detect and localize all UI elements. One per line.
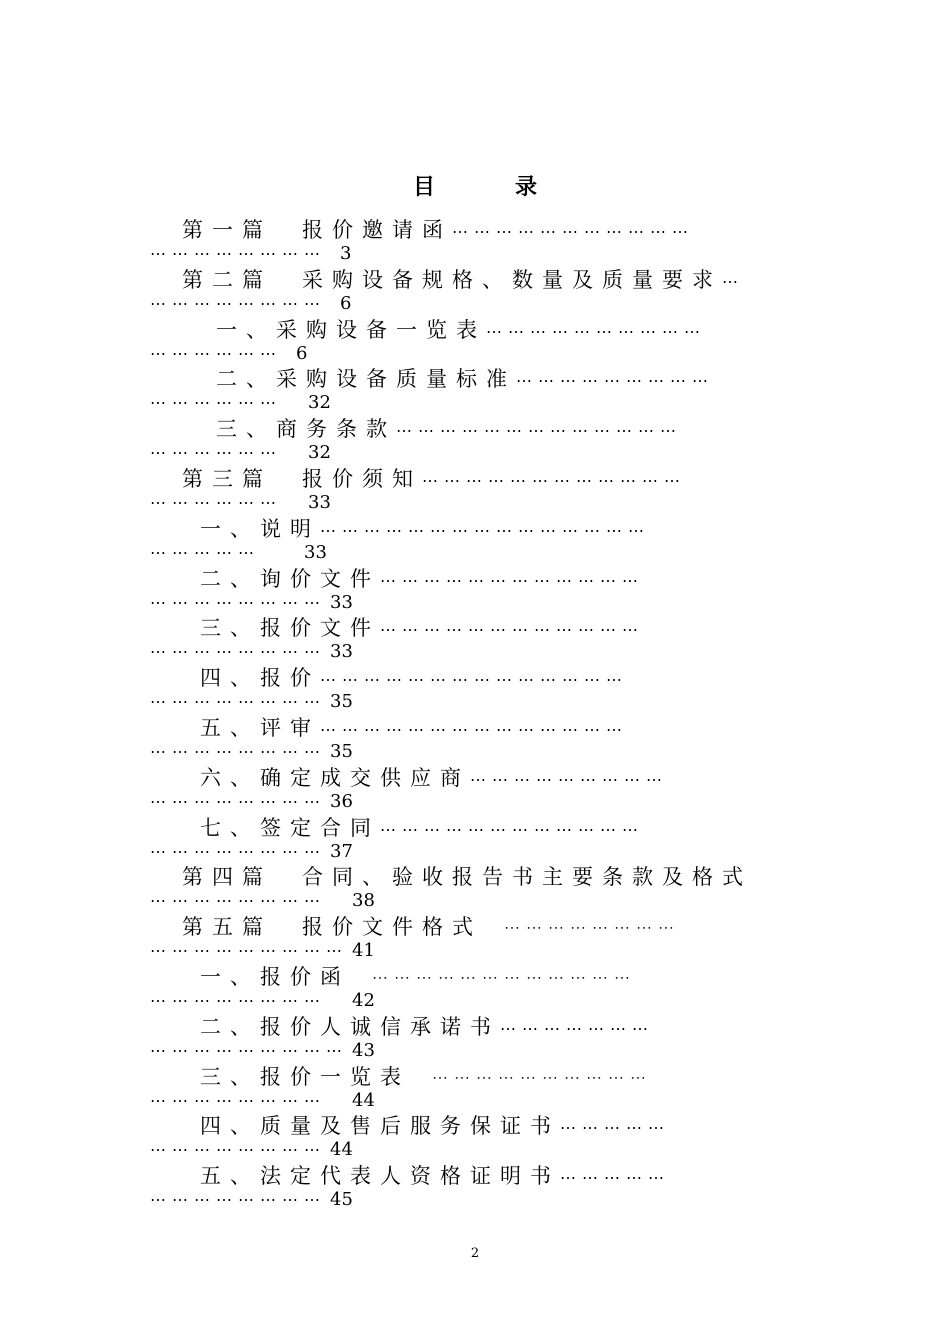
- toc-entry[interactable]: [150, 863, 870, 913]
- toc-leader-dots: ⋯⋯⋯⋯⋯⋯⋯⋯⋯⋯⋯⋯⋯: [396, 421, 682, 441]
- toc-entry[interactable]: [150, 266, 870, 316]
- toc-entry[interactable]: [150, 1063, 870, 1113]
- toc-entry[interactable]: [150, 1162, 870, 1212]
- toc-leader-dots: ⋯⋯⋯⋯⋯⋯⋯⋯: [150, 293, 326, 313]
- toc-entry-label: 第四篇 合同、验收报告书主要条款及格式: [182, 865, 752, 890]
- toc-leader-dots: ⋯⋯⋯⋯⋯⋯⋯⋯⋯: [150, 1040, 348, 1060]
- toc-page-number: 42: [352, 989, 375, 1011]
- toc-page-number: 44: [352, 1089, 375, 1111]
- toc-page-number: 37: [330, 840, 353, 862]
- toc-leader-dots: ⋯⋯⋯⋯⋯⋯⋯⋯⋯⋯⋯⋯⋯⋯: [320, 719, 628, 739]
- toc-leader-dots: ⋯⋯⋯⋯⋯⋯: [150, 393, 282, 413]
- toc-leader-dots: ⋯⋯⋯⋯⋯⋯⋯⋯⋯⋯⋯⋯: [380, 620, 644, 640]
- toc-leader-dots: ⋯⋯⋯⋯⋯⋯⋯⋯⋯⋯⋯⋯: [380, 819, 644, 839]
- toc-entry-label: 二、报价人诚信承诺书: [200, 1014, 500, 1039]
- toc-leader-dots: ⋯⋯⋯⋯⋯⋯⋯⋯: [150, 841, 326, 861]
- toc-entry-label: 第三篇 报价须知: [182, 466, 422, 491]
- toc-leader-dots: ⋯⋯⋯⋯⋯⋯⋯⋯⋯⋯⋯⋯: [380, 570, 644, 590]
- toc-entry[interactable]: [150, 216, 870, 266]
- toc-entry[interactable]: [150, 1112, 870, 1162]
- toc-entry-label: 一、说明: [200, 516, 320, 541]
- toc-entry-label: 三、商务条款: [216, 417, 396, 442]
- toc-page-number: 3: [340, 243, 352, 264]
- toc-entry-label: 四、报价: [200, 666, 320, 691]
- toc-leader-dots: ⋯⋯⋯⋯⋯⋯⋯⋯: [150, 1140, 326, 1160]
- toc-entry-label: 一、报价函: [200, 964, 350, 989]
- toc-leader-dots: ⋯⋯⋯⋯⋯⋯⋯⋯: [150, 791, 326, 811]
- toc-leader-dots: ⋯⋯⋯⋯⋯⋯⋯⋯: [150, 692, 326, 712]
- toc-page-number: 6: [296, 342, 308, 364]
- toc-page-number: 6: [340, 292, 352, 314]
- page-title: [0, 170, 950, 201]
- toc-leader-dots: ⋯⋯⋯⋯⋯⋯⋯⋯: [150, 1090, 326, 1110]
- toc-leader-dots: ⋯⋯⋯⋯⋯⋯⋯⋯⋯⋯⋯⋯: [350, 968, 637, 988]
- toc-leader-dots: ⋯⋯⋯⋯⋯⋯⋯⋯: [150, 990, 326, 1010]
- toc-page-number: 38: [352, 890, 375, 912]
- toc-page-number: 43: [352, 1039, 375, 1061]
- toc-entry[interactable]: [150, 764, 870, 814]
- toc-entry-label: 二、询价文件: [200, 566, 380, 591]
- toc-entry[interactable]: [150, 963, 870, 1013]
- toc-entry[interactable]: [150, 714, 870, 764]
- toc-leader-dots: ⋯⋯⋯⋯⋯⋯⋯⋯⋯: [150, 941, 348, 961]
- toc-entry-label: 第二篇 采购设备规格、数量及质量要求: [182, 267, 722, 292]
- toc-leader-dots: ⋯⋯⋯⋯⋯: [560, 1118, 670, 1138]
- toc-leader-dots: ⋯⋯⋯⋯⋯⋯⋯⋯⋯⋯⋯⋯⋯⋯⋯: [320, 520, 650, 540]
- toc-entry[interactable]: [150, 913, 870, 963]
- toc-entry[interactable]: [150, 664, 870, 714]
- toc-entry-label: 七、签定合同: [200, 815, 380, 840]
- toc-leader-dots: ⋯⋯⋯⋯⋯⋯: [150, 492, 282, 512]
- toc-entry[interactable]: [150, 316, 870, 366]
- toc-page-number: 44: [330, 1139, 353, 1161]
- toc-entry[interactable]: [150, 814, 870, 864]
- toc-leader-dots: ⋯⋯⋯⋯⋯⋯⋯: [500, 1018, 654, 1038]
- toc-leader-dots: ⋯⋯⋯⋯⋯⋯⋯⋯⋯: [516, 371, 714, 391]
- toc-entry-label: 五、法定代表人资格证明书: [200, 1164, 560, 1189]
- toc-leader-dots: ⋯⋯⋯⋯⋯⋯: [150, 343, 282, 363]
- toc-entry-label: 一、采购设备一览表: [216, 317, 486, 342]
- toc-page-number: 33: [308, 491, 331, 513]
- toc-leader-dots: ⋯⋯⋯⋯⋯: [150, 542, 260, 562]
- toc-leader-dots: ⋯⋯⋯⋯⋯⋯⋯⋯: [150, 244, 326, 263]
- toc-entry-label: 六、确定成交供应商: [200, 765, 470, 790]
- toc-leader-dots: ⋯: [722, 271, 744, 291]
- toc-entry-label: 第五篇 报价文件格式: [182, 915, 482, 940]
- toc-entry-label: 第一篇 报价邀请函: [182, 218, 452, 242]
- toc-entry[interactable]: [150, 465, 870, 515]
- toc-leader-dots: ⋯⋯⋯⋯⋯⋯⋯⋯⋯⋯⋯⋯: [422, 470, 686, 490]
- toc-page-number: 33: [330, 591, 353, 613]
- toc-leader-dots: ⋯⋯⋯⋯⋯⋯⋯⋯⋯⋯: [410, 1068, 653, 1088]
- toc-page-number: 36: [330, 790, 353, 812]
- toc-leader-dots: ⋯⋯⋯⋯⋯⋯⋯⋯⋯⋯: [486, 321, 706, 341]
- table-of-contents: [150, 216, 870, 1212]
- toc-leader-dots: ⋯⋯⋯⋯⋯⋯⋯⋯: [150, 642, 326, 662]
- toc-leader-dots: ⋯⋯⋯⋯⋯⋯⋯⋯: [150, 741, 326, 761]
- toc-page-number: 35: [330, 740, 353, 762]
- toc-leader-dots: ⋯⋯⋯⋯⋯⋯⋯⋯⋯⋯⋯: [452, 222, 694, 241]
- toc-page-number: 32: [308, 392, 331, 414]
- toc-entry-label: 二、采购设备质量标准: [216, 367, 516, 392]
- toc-entry-label: 四、质量及售后服务保证书: [200, 1114, 560, 1139]
- toc-page-number: 33: [304, 541, 327, 563]
- toc-leader-dots: ⋯⋯⋯⋯⋯⋯⋯⋯: [150, 1190, 326, 1210]
- toc-page-number: 32: [308, 442, 331, 464]
- toc-entry-label: 三、报价文件: [200, 616, 380, 641]
- toc-page-number: 35: [330, 691, 353, 713]
- toc-entry[interactable]: [150, 365, 870, 415]
- toc-leader-dots: ⋯⋯⋯⋯⋯: [560, 1168, 670, 1188]
- toc-leader-dots: ⋯⋯⋯⋯⋯⋯⋯⋯⋯: [470, 769, 668, 789]
- toc-leader-dots: ⋯⋯⋯⋯⋯⋯⋯⋯: [150, 592, 326, 612]
- toc-entry[interactable]: [150, 515, 870, 565]
- toc-entry[interactable]: [150, 614, 870, 664]
- toc-entry-label: 三、报价一览表: [200, 1064, 410, 1089]
- toc-entry[interactable]: [150, 1013, 870, 1063]
- toc-entry[interactable]: [150, 415, 870, 465]
- toc-leader-dots: ⋯⋯⋯⋯⋯⋯: [150, 443, 282, 463]
- toc-leader-dots: ⋯⋯⋯⋯⋯⋯⋯⋯⋯⋯⋯⋯⋯⋯: [320, 670, 628, 690]
- toc-leader-dots: ⋯⋯⋯⋯⋯⋯⋯⋯: [150, 891, 326, 911]
- toc-page-number: 45: [330, 1189, 353, 1211]
- toc-page-number: 41: [352, 940, 375, 962]
- toc-leader-dots: ⋯⋯⋯⋯⋯⋯⋯⋯: [482, 919, 681, 939]
- toc-entry-label: 五、评审: [200, 715, 320, 740]
- toc-entry[interactable]: [150, 565, 870, 615]
- toc-page-number: 33: [330, 641, 353, 663]
- title-part-2: 录: [515, 174, 538, 200]
- page-number-footer: 2: [470, 1246, 480, 1261]
- title-part-1: 目: [412, 174, 435, 200]
